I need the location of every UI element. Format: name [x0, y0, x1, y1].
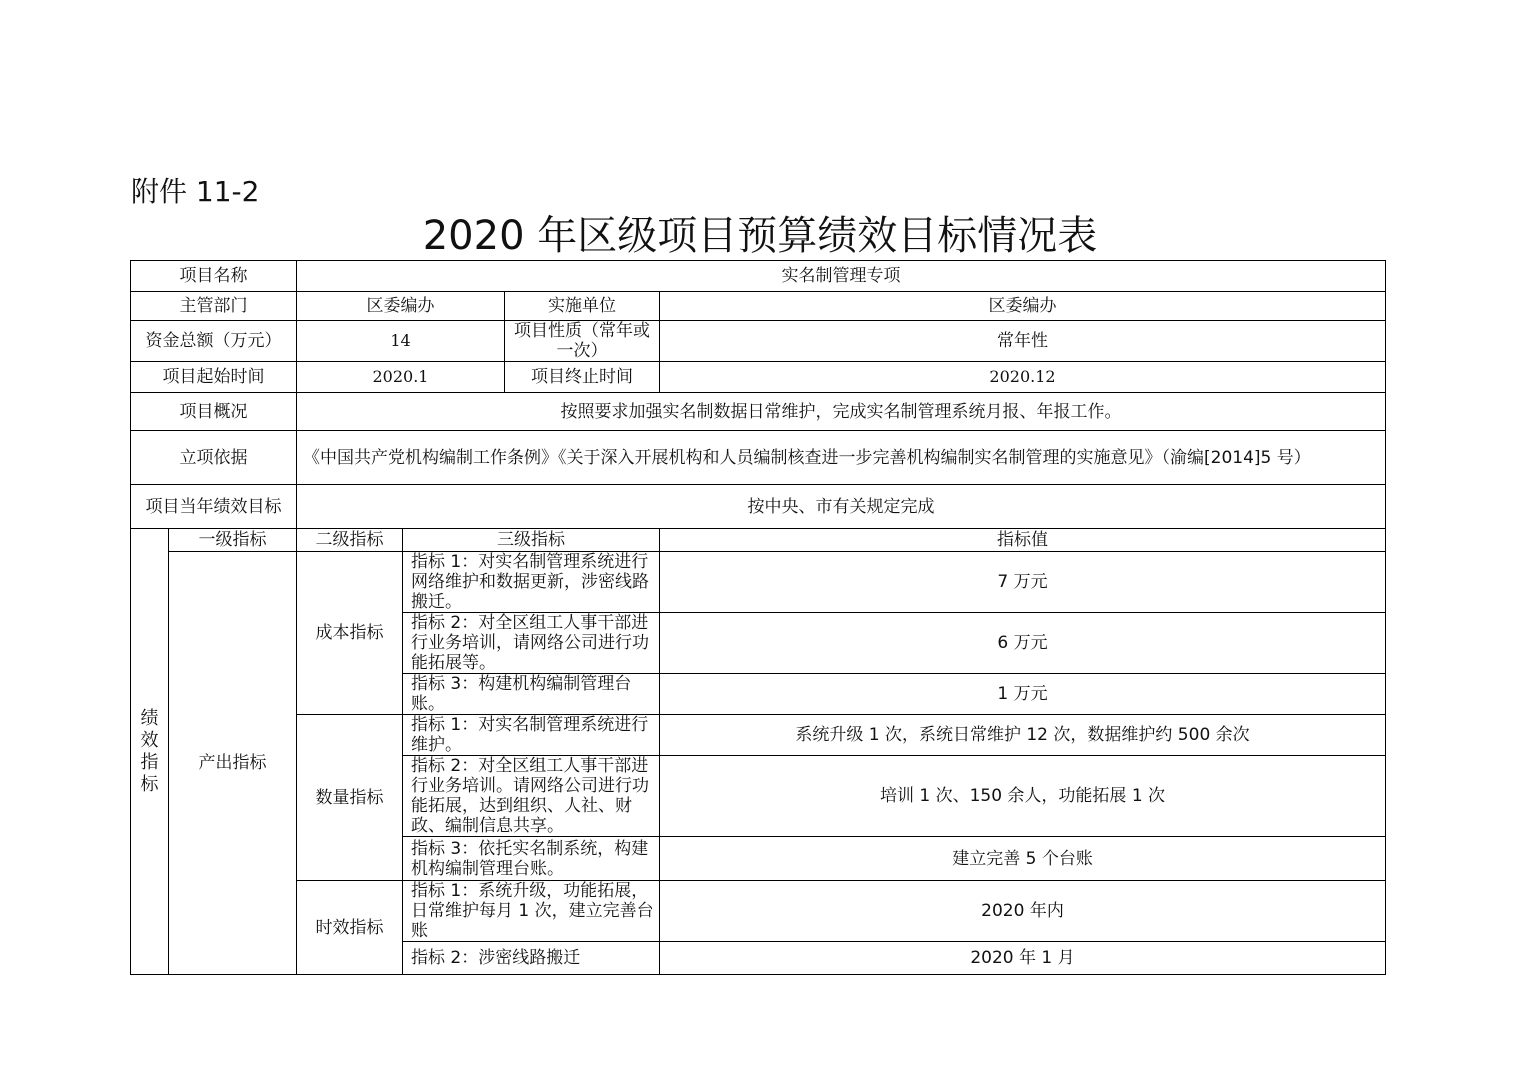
indicator-desc: 指标 3：依托实名制系统，构建机构编制管理台账。	[403, 837, 660, 881]
end-value: 2020.12	[660, 362, 1386, 393]
header-level1: 一级指标	[169, 529, 297, 552]
indicator-desc: 指标 2：涉密线路搬迁	[403, 942, 660, 975]
start-value: 2020.1	[297, 362, 505, 393]
impl-value: 区委编办	[660, 292, 1386, 321]
header-level2: 二级指标	[297, 529, 403, 552]
indicator-value: 2020 年 1 月	[660, 942, 1386, 975]
nature-label: 项目性质（常年或一次）	[505, 321, 660, 362]
table-row	[131, 552, 1386, 613]
fund-value: 14	[297, 321, 505, 362]
dept-value: 区委编办	[297, 292, 505, 321]
indicator-value: 系统升级 1 次，系统日常维护 12 次，数据维护约 500 余次	[660, 715, 1386, 756]
start-label: 项目起始时间	[131, 362, 297, 393]
page-title: 2020 年区级项目预算绩效目标情况表	[422, 213, 1098, 259]
indicator-value: 培训 1 次、150 余人，功能拓展 1 次	[660, 756, 1386, 837]
indicator-desc: 指标 2：对全区组工人事干部进行业务培训，请网络公司进行功能拓展等。	[403, 613, 660, 674]
group-timeliness: 时效指标	[297, 881, 403, 975]
fund-label: 资金总额（万元）	[131, 321, 297, 362]
attachment-label: 附件 11-2	[131, 175, 260, 208]
header-level3: 三级指标	[403, 529, 660, 552]
row-time	[131, 362, 1386, 393]
overview-label: 项目概况	[131, 393, 297, 431]
performance-table	[130, 260, 1386, 975]
header-value: 指标值	[660, 529, 1386, 552]
overview-value: 按照要求加强实名制数据日常维护，完成实名制管理系统月报、年报工作。	[297, 393, 1386, 431]
group-quantity: 数量指标	[297, 715, 403, 881]
goal-label: 项目当年绩效目标	[131, 485, 297, 529]
impl-label: 实施单位	[505, 292, 660, 321]
indicator-value: 6 万元	[660, 613, 1386, 674]
indicator-desc: 指标 1：对实名制管理系统进行网络维护和数据更新，涉密线路搬迁。	[403, 552, 660, 613]
nature-value: 常年性	[660, 321, 1386, 362]
row-dept	[131, 292, 1386, 321]
indicator-value: 2020 年内	[660, 881, 1386, 942]
project-name-value: 实名制管理专项	[297, 261, 1386, 292]
indicator-desc: 指标 3：构建机构编制管理台账。	[403, 674, 660, 715]
goal-value: 按中央、市有关规定完成	[297, 485, 1386, 529]
indicator-desc: 指标 1：系统升级，功能拓展，日常维护每月 1 次，建立完善台账	[403, 881, 660, 942]
indicator-desc: 指标 2：对全区组工人事干部进行业务培训。请网络公司进行功能拓展，达到组织、人社、财政、编制信息共享。	[403, 756, 660, 837]
basis-label: 立项依据	[131, 431, 297, 485]
indicator-value: 建立完善 5 个台账	[660, 837, 1386, 881]
row-overview	[131, 393, 1386, 431]
table-row	[131, 881, 1386, 942]
project-name-label: 项目名称	[131, 261, 297, 292]
end-label: 项目终止时间	[505, 362, 660, 393]
basis-value: 《中国共产党机构编制工作条例》《关于深入开展机构和人员编制核查进一步完善机构编制实名制管理的实施意见》（渝编[2014]5 号）	[297, 431, 1386, 485]
row-fund	[131, 321, 1386, 362]
table-row	[131, 715, 1386, 756]
indicator-section-label: 绩效指标	[131, 529, 169, 975]
row-basis	[131, 431, 1386, 485]
row-goal	[131, 485, 1386, 529]
level1-output: 产出指标	[169, 552, 297, 975]
indicator-value: 1 万元	[660, 674, 1386, 715]
row-indicator-headers	[131, 529, 1386, 552]
group-cost: 成本指标	[297, 552, 403, 715]
indicator-value: 7 万元	[660, 552, 1386, 613]
row-project-name	[131, 261, 1386, 292]
dept-label: 主管部门	[131, 292, 297, 321]
indicator-desc: 指标 1：对实名制管理系统进行维护。	[403, 715, 660, 756]
